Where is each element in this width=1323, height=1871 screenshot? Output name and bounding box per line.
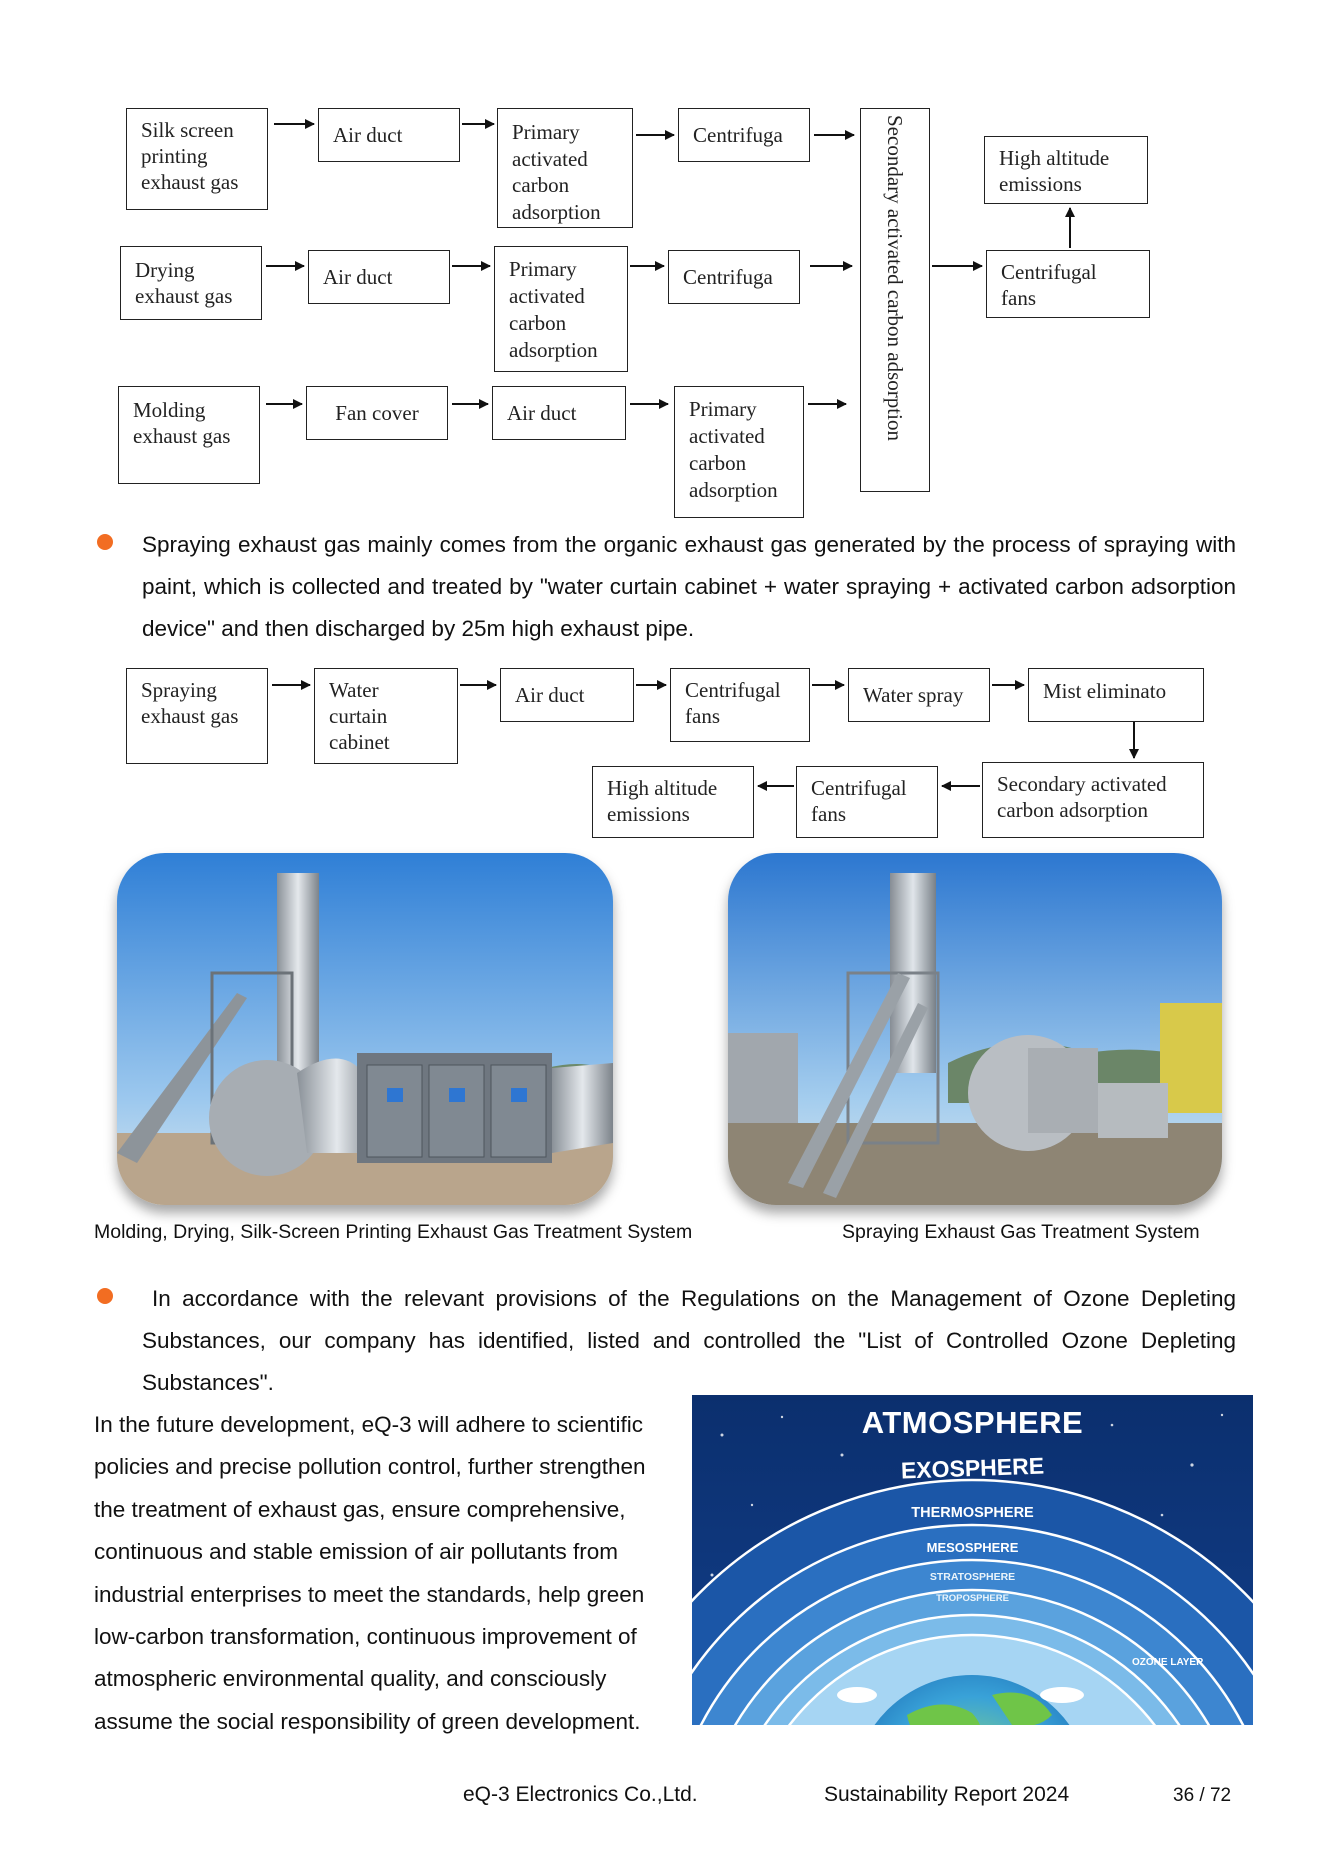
layer-mesosphere: MESOSPHERE: [926, 1540, 1019, 1555]
flow-box-molding: Molding exhaust gas: [118, 386, 260, 484]
photo-molding-drying-system: [117, 853, 613, 1205]
flow-box-centrifugal-fans: Centrifugal fans: [670, 668, 810, 742]
flow-box-primary-carbon: Primary activated carbon adsorption: [674, 386, 804, 518]
layer-thermosphere: THERMOSPHERE: [911, 1505, 1034, 1521]
flow-box-drying: Drying exhaust gas: [120, 246, 262, 320]
flow-box-centrifugal-fans: Centrifugal fans: [986, 250, 1150, 318]
flow-box-secondary-carbon: Secondary activated carbon adsorption: [982, 762, 1204, 838]
flow-box-water-curtain: Water curtain cabinet: [314, 668, 458, 764]
paragraph-future-development: In the future development, eQ-3 will adhere to scientific policies and precise pollution control, further strengthen the treatment of exhaust gas, ensure comprehensive, continuous and stable emission of air pollutants from industrial enterprises to meet the standards, help green low-carbon transformation, continuous improvement of atmospheric environmental quality, and consciously assume the social responsibility of green development.: [94, 1412, 646, 1734]
flow-box-air-duct: Air duct: [492, 386, 626, 440]
layer-exosphere: EXOSPHERE: [900, 1452, 1045, 1484]
flow-box-centrifuga: Centrifuga: [668, 250, 800, 304]
footer-page-number: 36 / 72: [1173, 1785, 1232, 1806]
flow-box-secondary-carbon: Secondary activated carbon adsorption: [860, 108, 930, 492]
flow-box-silk-screen: Silk screen printing exhaust gas: [126, 108, 268, 210]
layer-stratosphere: STRATOSPHERE: [929, 1571, 1016, 1583]
atmosphere-illustration: [692, 1395, 1253, 1725]
flow-box-air-duct: Air duct: [500, 668, 634, 722]
flow-box-air-duct: Air duct: [308, 250, 450, 304]
flow-box-mist-eliminator: Mist eliminato: [1028, 668, 1204, 722]
flow-box-high-altitude-emissions: High altitude emissions: [984, 136, 1148, 204]
caption-molding-drying: Molding, Drying, Silk-Screen Printing Exhaust Gas Treatment System: [94, 1221, 693, 1243]
photo-spraying-system: [728, 853, 1222, 1205]
bullet-dot: [97, 534, 113, 550]
ozone-layer-label: OZONE LAYER: [1132, 1657, 1204, 1668]
flow-box-water-spray: Water spray: [848, 668, 990, 722]
layer-troposphere: TROPOSPHERE: [936, 1593, 1009, 1604]
bullet-dot: [97, 1288, 113, 1304]
paragraph-spraying-exhaust: Spraying exhaust gas mainly comes from the organic exhaust gas generated by the process of spraying with paint, which is collected and treated by "water curtain cabinet + water spraying + activated carbon adsorption device" and then discharged by 25m high exhaust pipe.: [142, 532, 1236, 641]
flow-box-centrifugal-fans: Centrifugal fans: [796, 766, 938, 838]
paragraph-ozone-substances: In accordance with the relevant provisions of the Regulations on the Management of Ozone Depleting Substances, our company has identified, listed and controlled the "List of Controlled Ozone Depleting Substances".: [142, 1286, 1236, 1395]
caption-spraying: Spraying Exhaust Gas Treatment System: [842, 1221, 1200, 1243]
flow-box-primary-carbon: Primary activated carbon adsorption: [497, 108, 633, 228]
flow-box-air-duct: Air duct: [318, 108, 460, 162]
footer-company: eQ-3 Electronics Co.,Ltd.: [463, 1783, 698, 1806]
flow-box-fan-cover: Fan cover: [306, 386, 448, 440]
atmosphere-title: ATMOSPHERE: [861, 1405, 1084, 1440]
flow-box-primary-carbon: Primary activated carbon adsorption: [494, 246, 628, 372]
footer-report-title: Sustainability Report 2024: [824, 1783, 1070, 1806]
flow-box-high-altitude-emissions: High altitude emissions: [592, 766, 754, 838]
flow-box-spraying-gas: Spraying exhaust gas: [126, 668, 268, 764]
flow-box-centrifuga: Centrifuga: [678, 108, 810, 162]
